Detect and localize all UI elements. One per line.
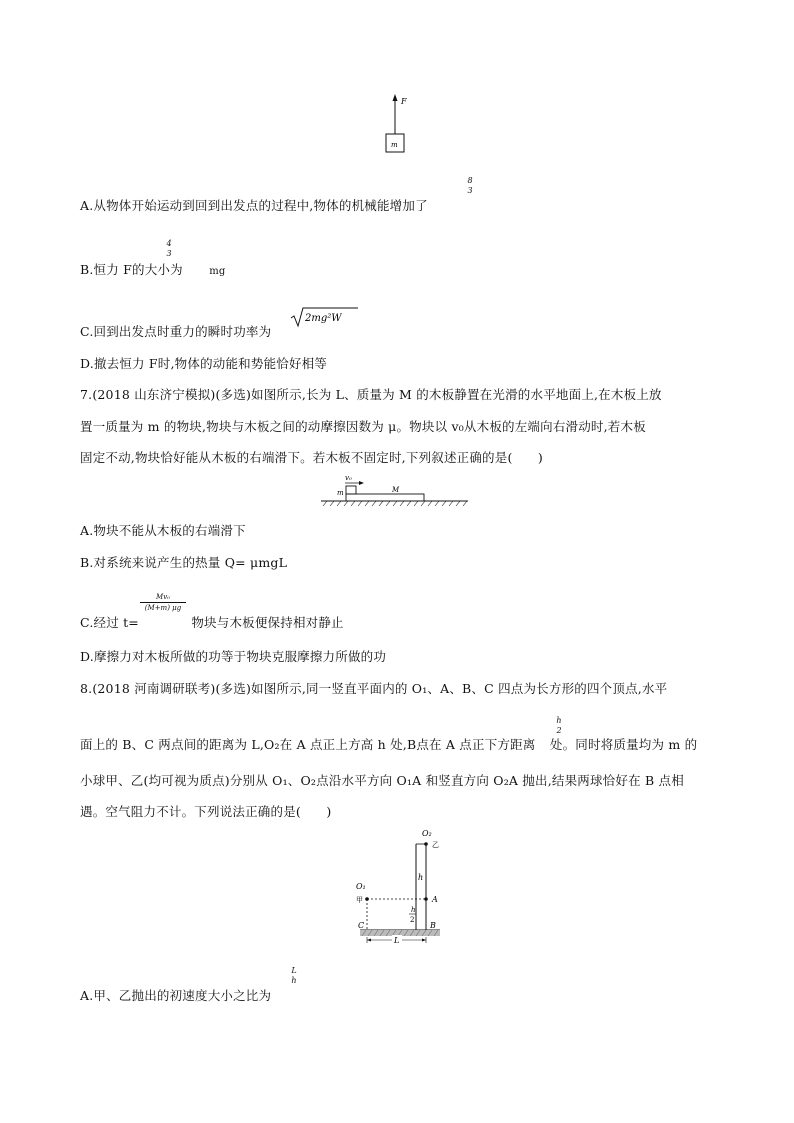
q7-option-c-fraction xyxy=(140,593,186,612)
force-block-figure xyxy=(370,92,430,162)
q8-stem-fraction xyxy=(554,716,564,735)
q7-stem-line-3: 固定不动,物块恰好能从木板的右端滑下。若木板不固定时,下列叙述正确的是( ) xyxy=(80,450,544,465)
force-label: F xyxy=(401,97,407,106)
q8-stem-line-2-text: 面上的 B、C 两点间的距离为 L,O₂在 A 点正上方高 h 处,B点在 A 点正下方距离 xyxy=(80,737,536,752)
c-label: C xyxy=(358,921,365,930)
q6-option-d xyxy=(80,354,327,372)
q6-option-b xyxy=(80,260,225,278)
q6-option-c-text: C.回到出发点时重力的瞬时功率为 xyxy=(80,324,272,339)
q6-option-a xyxy=(80,196,428,214)
q8-option-a xyxy=(80,986,271,1004)
q6-option-b-text: B.恒力 F的大小为 xyxy=(80,262,183,277)
q6-option-b-fraction xyxy=(164,239,174,258)
q7-option-b: B.对系统来说产生的热量 Q= μmgL xyxy=(80,555,288,570)
q6-option-d-text: D.撤去恒力 F时,物体的动能和势能恰好相等 xyxy=(80,356,328,371)
jia-label: 甲 xyxy=(356,896,363,904)
q7-option-c xyxy=(80,613,344,631)
b-label: B xyxy=(430,921,436,930)
q6-option-b-suffix: mg xyxy=(209,266,226,277)
h-half-den: 2 xyxy=(410,916,415,924)
frac-den: h xyxy=(291,976,297,985)
q8-stem-line-2 xyxy=(80,735,697,753)
q7-stem-line-2: 置一质量为 m 的物块,物块与木板之间的动摩擦因数为 μ。物块以 v₀从木板的左端向右滑动时,若木板 xyxy=(80,419,646,434)
q7-option-a: A.物块不能从木板的右端滑下 xyxy=(80,523,246,538)
o1-label: O₁ xyxy=(356,882,366,891)
frac-den: (M+m) μg xyxy=(144,604,182,612)
projectile-figure xyxy=(350,826,450,951)
frac-num: Mv₀ xyxy=(156,593,170,601)
board-label: M xyxy=(392,486,400,494)
h-label: h xyxy=(418,873,424,882)
velocity-label: v₀ xyxy=(345,474,352,482)
q6-option-c xyxy=(80,322,271,340)
q7-option-c-suffix: 物块与木板便保持相对静止 xyxy=(191,615,344,630)
frac-den: 3 xyxy=(166,249,172,258)
q8-option-a-text: A.甲、乙抛出的初速度大小之比为 xyxy=(80,988,272,1003)
block-label: m xyxy=(337,489,344,497)
a-label: A xyxy=(432,895,438,904)
q8-option-a-fraction xyxy=(289,966,299,985)
frac-num: 4 xyxy=(166,239,172,248)
frac-num: 8 xyxy=(467,176,473,185)
q8-stem-line-4: 遇。空气阻力不计。下列说法正确的是( ) xyxy=(80,804,332,819)
q7-option-d: D.摩擦力对木板所做的功等于物块克服摩擦力所做的功 xyxy=(80,649,387,664)
frac-num: h xyxy=(556,716,562,725)
board xyxy=(346,494,424,501)
o2-label: O₂ xyxy=(422,829,432,838)
q8-stem-line-1: 8.(2018 河南调研联考)(多选)如图所示,同一竖直平面内的 O₁、A、B、C 四点为长方形的四个顶点,水平 xyxy=(80,681,668,696)
small-block xyxy=(346,486,356,494)
frac-num: L xyxy=(291,966,297,975)
q8-stem-line-3: 小球甲、乙(均可视为质点)分别从 O₁、O₂点沿水平方向 O₁A 和竖直方向 O₂A 抛出,结果两球恰好在 B 点相 xyxy=(80,773,684,788)
l-label: L xyxy=(394,936,400,945)
plank-figure xyxy=(318,470,478,510)
h-half-num: h xyxy=(411,906,416,914)
q7-option-c-prefix: C.经过 t= xyxy=(80,615,139,630)
q6-option-a-text: A.从物体开始运动到回到出发点的过程中,物体的机械能增加了 xyxy=(80,198,428,213)
q7-stem-line-1: 7.(2018 山东济宁模拟)(多选)如图所示,长为 L、质量为 M 的木板静置在光滑的水平地面上,在木板上放 xyxy=(80,387,662,402)
sqrt-content: 2mg²W xyxy=(305,313,342,324)
q8-stem-line-2-suffix: 处。同时将质量均为 m 的 xyxy=(549,737,698,752)
mass-label: m xyxy=(391,141,398,149)
q6-option-a-fraction xyxy=(465,176,475,195)
sqrt-expression xyxy=(290,306,360,328)
yi-label: 乙 xyxy=(432,841,439,849)
frac-den: 3 xyxy=(467,186,473,195)
frac-den: 2 xyxy=(556,726,562,735)
